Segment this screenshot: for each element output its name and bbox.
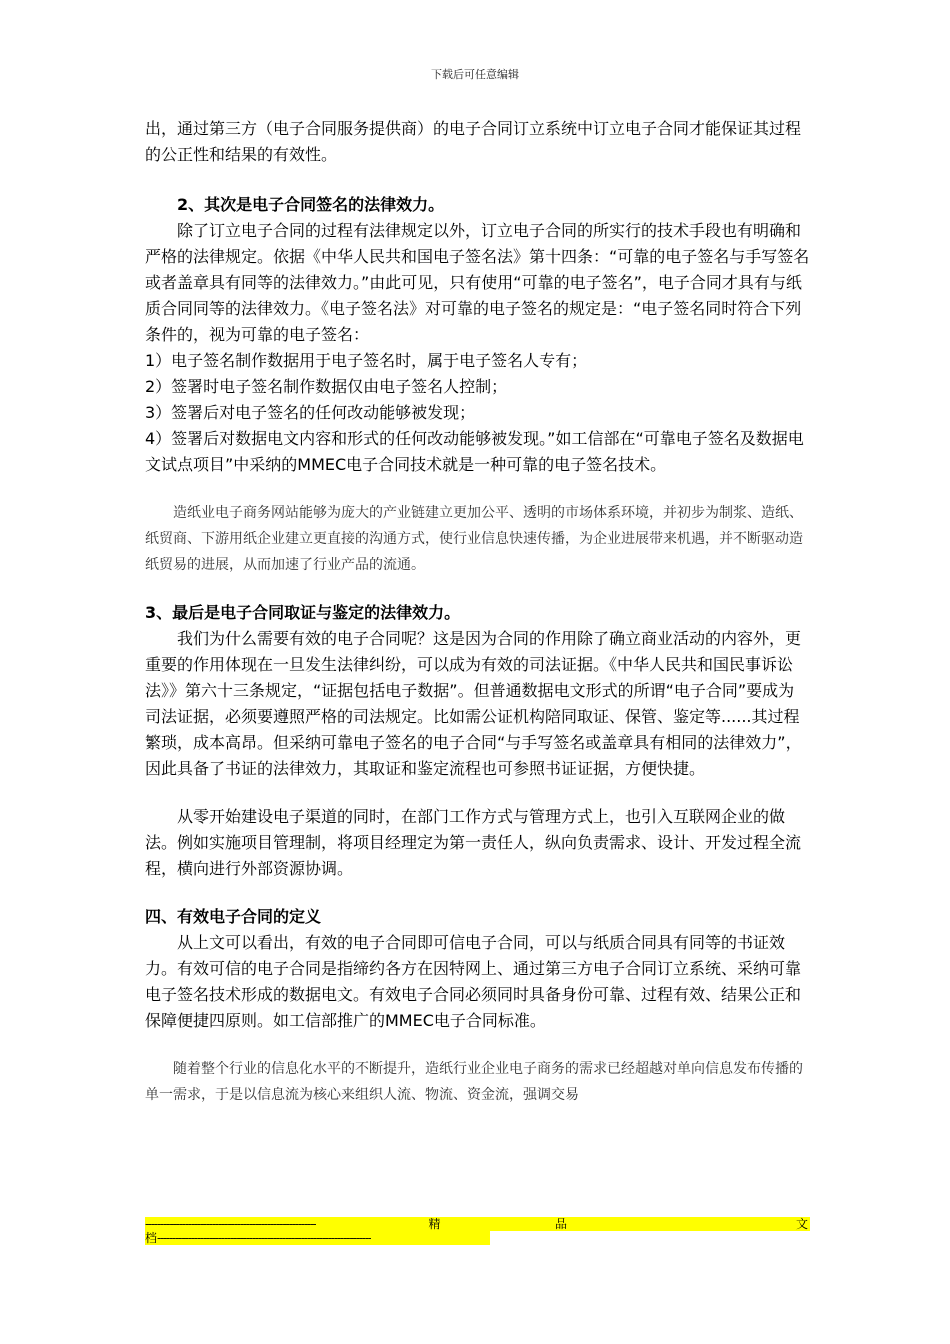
list-item-1: 1）电子签名制作数据用于电子签名时，属于电子签名人专有；	[145, 351, 588, 370]
footer-line-1	[145, 1217, 810, 1231]
paragraph-intro: 出，通过第三方（电子合同服务提供商）的电子合同订立系统中订立电子合同才能保证其过程的公正性和结果的有效性。	[145, 119, 802, 164]
footer-watermark	[145, 1217, 810, 1245]
paragraph-signature-law: 除了订立电子合同的过程有法律规定以外，订立电子合同的所实行的技术手段也有明确和严格的法律规定。依据《中华人民共和国电子签名法》第十四条：“可靠的电子签名与手写签名或者盖章具有同等的法律效力。”由此可见，只有使用“可靠的电子签名”，电子合同才具有与纸质合同同等的法律效力。《电子签名法》对可靠的电子签名的规定是：“电子签名同时符合下列条件的，视为可靠的电子签名：	[145, 221, 810, 344]
footer-char-2: 品	[555, 1217, 568, 1231]
footer-char-3: 文	[795, 1217, 808, 1231]
heading-section-2: 2、其次是电子合同签名的法律效力。	[177, 195, 445, 214]
document-body	[145, 116, 810, 1108]
paragraph-evidence: 我们为什么需要有效的电子合同呢？这是因为合同的作用除了确立商业活动的内容外，更重要的作用体现在一旦发生法律纠纷，可以成为有效的司法证据。《中华人民共和国民事诉讼法》》第六十三条规定，“证据包括电子数据”。但普通数据电文形式的所谓“电子合同”要成为司法证据，必须要遵照严格的司法规定。比如需公证机构陪同取证、保管、鉴定等......其过程繁琐，成本高昂。但采纳可靠电子签名的电子合同“与手写签名或盖章具有相同的法律效力”，因此具备了书证的法律效力，其取证和鉴定流程也可参照书证证据，方便快捷。	[145, 629, 802, 778]
footer-dashes-right: ----------------------------------------------------------------------	[157, 1231, 371, 1245]
list-item-4: 4）签署后对数据电文内容和形式的任何改动能够被发现。”如工信部在“可靠电子签名及数据电文试点项目”中采纳的MMEC电子合同技术就是一种可靠的电子签名技术。	[145, 429, 804, 474]
inserted-paragraph-informatization: 随着整个行业的信息化水平的不断提升，造纸行业企业电子商务的需求已经超越对单向信息发布传播的单一需求，于是以信息流为核心来组织人流、物流、资金流，强调交易	[145, 1061, 803, 1103]
heading-section-4: 四、有效电子合同的定义	[145, 907, 322, 926]
inserted-paragraph-paper-industry: 造纸业电子商务网站能够为庞大的产业链建立更加公平、透明的市场体系环境，并初步为制浆、造纸、纸贸商、下游用纸企业建立更直接的沟通方式，使行业信息快速传播，为企业进展带来机遇，并不断驱动造纸贸易的进展，从而加速了行业产品的流通。	[145, 505, 803, 573]
footer-char-4: 档	[145, 1231, 158, 1245]
list-item-3: 3）签署后对电子签名的任何改动能够被发现；	[145, 403, 476, 422]
paragraph-electronic-channel: 从零开始建设电子渠道的同时，在部门工作方式与管理方式上，也引入互联网企业的做法。例如实施项目管理制，将项目经理定为第一责任人，纵向负责需求、设计、开发过程全流程，横向进行外部资源协调。	[145, 807, 802, 878]
page-header: 下载后可任意编辑	[431, 68, 519, 81]
footer-char-1: 精	[428, 1217, 441, 1231]
footer-line-2	[145, 1231, 490, 1245]
list-item-2: 2）签署时电子签名制作数据仅由电子签名人控制；	[145, 377, 508, 396]
heading-section-3: 3、最后是电子合同取证与鉴定的法律效力。	[145, 603, 461, 622]
paragraph-definition: 从上文可以看出，有效的电子合同即可信电子合同，可以与纸质合同具有同等的书证效力。有效可信的电子合同是指缔约各方在因特网上、通过第三方电子合同订立系统、采纳可靠电子签名技术形成的数据电文。有效电子合同必须同时具备身份可靠、过程有效、结果公正和保障便捷四原则。如工信部推广的MMEC电子合同标准。	[145, 933, 802, 1030]
footer-dashes-left: --------------------------------------------------------	[145, 1217, 317, 1231]
